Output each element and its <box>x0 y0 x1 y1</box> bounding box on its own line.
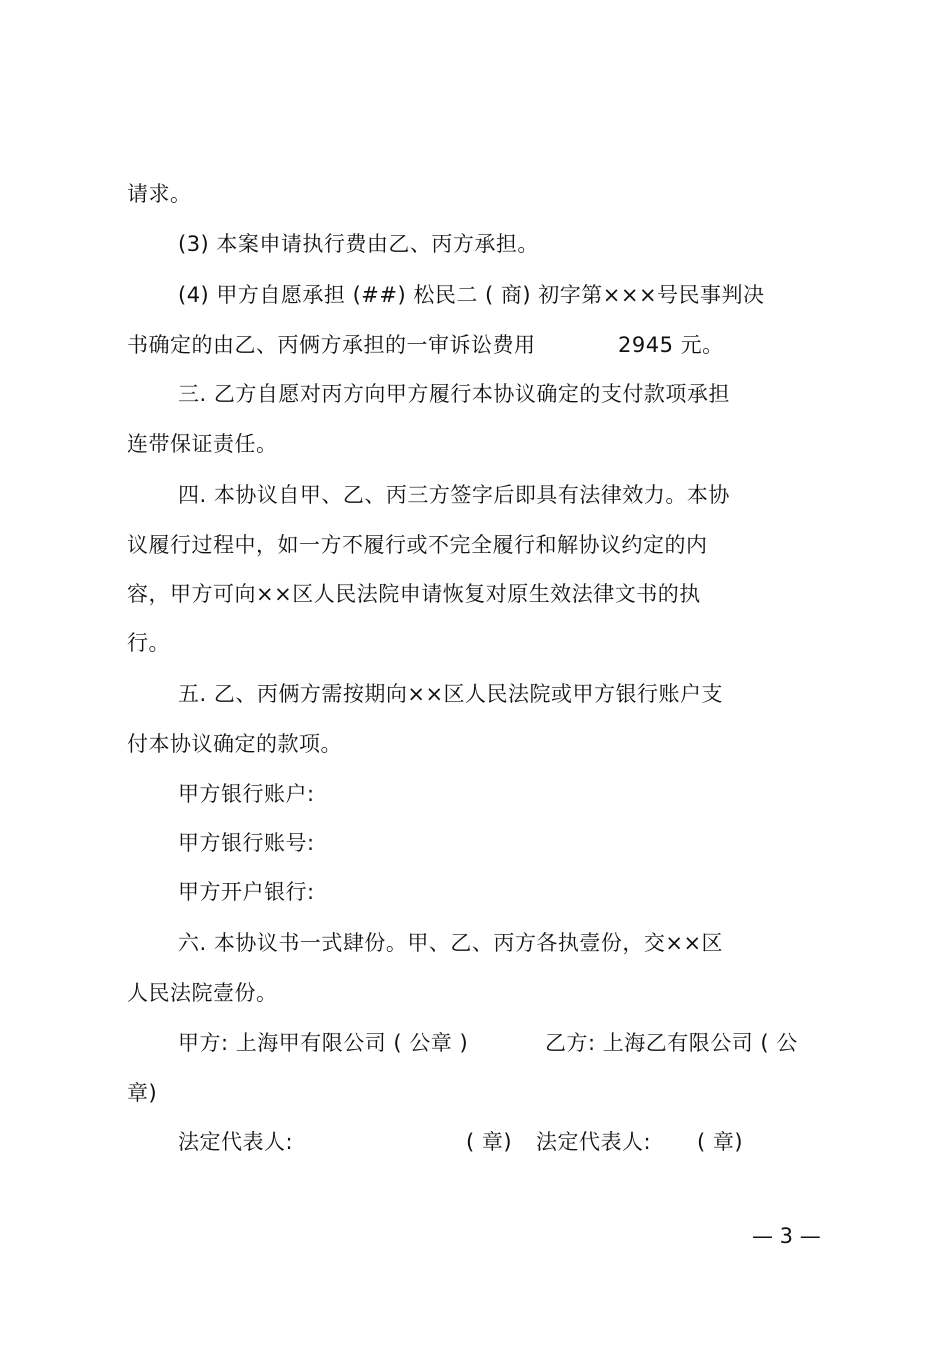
bank-number-label: 甲方银行账号: <box>178 831 315 855</box>
text-line: 三. 乙方自愿对丙方向甲方履行本协议确定的支付款项承担 <box>178 382 730 406</box>
text-line: 议履行过程中，如一方不履行或不完全履行和解协议约定的内 <box>127 533 708 557</box>
text-line: 四. 本协议自甲、乙、丙三方签字后即具有法律效力。本协 <box>178 483 730 507</box>
text-line: 人民法院壹份。 <box>127 981 278 1005</box>
bank-account-label: 甲方银行账户: <box>178 782 315 806</box>
legal-rep-b-label: 法定代表人: <box>536 1130 652 1154</box>
text-line: 六. 本协议书一式肆份。甲、乙、丙方各执壹份，交××区 <box>178 931 724 955</box>
page-number: — 3 — <box>752 1224 821 1248</box>
text-line: 容，甲方可向××区人民法院申请恢复对原生效法律文书的执 <box>127 582 701 606</box>
seal-b: ( 章) <box>697 1130 744 1154</box>
text-line: 五. 乙、丙俩方需按期向××区人民法院或甲方银行账户支 <box>178 682 724 706</box>
party-a-signature: 甲方: 上海甲有限公司 ( 公章 ) <box>178 1031 469 1055</box>
text-line: (3) 本案申请执行费由乙、丙方承担。 <box>178 232 539 256</box>
party-b-signature: 乙方: 上海乙有限公司 ( 公 <box>545 1031 798 1055</box>
text-line: 连带保证责任。 <box>127 432 278 456</box>
text-line: (4) 甲方自愿承担 (##) 松民二 ( 商) 初字第×××号民事判决 <box>178 283 765 307</box>
text-line: 请求。 <box>127 182 192 206</box>
text-line: 章) <box>127 1081 158 1105</box>
text-line: 行。 <box>127 631 170 655</box>
text-line: 付本协议确定的款项。 <box>127 732 342 756</box>
seal-a: ( 章) <box>466 1130 513 1154</box>
text-line: 书确定的由乙、丙俩方承担的一审诉讼费用 <box>127 333 536 357</box>
bank-name-label: 甲方开户银行: <box>178 880 315 904</box>
legal-rep-a-label: 法定代表人: <box>178 1130 294 1154</box>
amount-text: 2945 元。 <box>618 333 724 357</box>
